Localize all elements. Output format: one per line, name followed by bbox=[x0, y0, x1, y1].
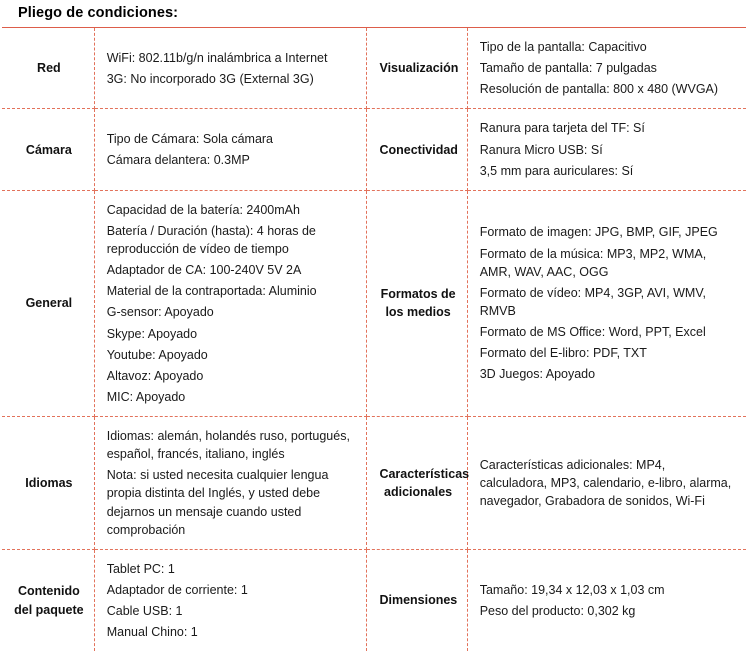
row-values-additional-features bbox=[467, 417, 746, 550]
table-row bbox=[2, 109, 746, 190]
list-item: Tamaño de pantalla: 7 pulgadas bbox=[480, 59, 736, 77]
specifications-table bbox=[2, 27, 746, 651]
list-item: 3G: No incorporado 3G (External 3G) bbox=[107, 70, 357, 88]
list-item: Altavoz: Apoyado bbox=[107, 367, 357, 385]
page-title: Pliego de condiciones: bbox=[0, 0, 748, 27]
list-item: Tamaño: 19,34 x 12,03 x 1,03 cm bbox=[480, 581, 736, 599]
list-item: Resolución de pantalla: 800 x 480 (WVGA) bbox=[480, 80, 736, 98]
list-item: Formato del E-libro: PDF, TXT bbox=[480, 344, 736, 362]
list-item: 3,5 mm para auriculares: Sí bbox=[480, 162, 736, 180]
list-item: Formato de MS Office: Word, PPT, Excel bbox=[480, 323, 736, 341]
list-item: Adaptador de corriente: 1 bbox=[107, 581, 357, 599]
row-label-camera: Cámara bbox=[2, 109, 94, 190]
list-item: Youtube: Apoyado bbox=[107, 346, 357, 364]
list-item: Características adicionales: MP4, calculadora, MP3, calendario, e-libro, alarma, navegador, Grabadora de sonidos, Wi-Fi bbox=[480, 456, 736, 510]
row-label-network: Red bbox=[2, 28, 94, 109]
row-label-connectivity: Conectividad bbox=[367, 109, 467, 190]
list-item: Cámara delantera: 0.3MP bbox=[107, 151, 357, 169]
list-item: Adaptador de CA: 100-240V 5V 2A bbox=[107, 261, 357, 279]
list-item: Formato de imagen: JPG, BMP, GIF, JPEG bbox=[480, 223, 736, 241]
list-item: Capacidad de la batería: 2400mAh bbox=[107, 201, 357, 219]
row-values-network bbox=[94, 28, 367, 109]
list-item: Material de la contraportada: Aluminio bbox=[107, 282, 357, 300]
specifications-table-body bbox=[2, 28, 746, 651]
table-row bbox=[2, 417, 746, 550]
list-item: Ranura para tarjeta del TF: Sí bbox=[480, 119, 736, 137]
list-item: Peso del producto: 0,302 kg bbox=[480, 602, 736, 620]
row-label-display: Visualización bbox=[367, 28, 467, 109]
list-item: Ranura Micro USB: Sí bbox=[480, 141, 736, 159]
list-item: Tablet PC: 1 bbox=[107, 560, 357, 578]
list-item: G-sensor: Apoyado bbox=[107, 303, 357, 321]
row-label-package-contents: Contenido del paquete bbox=[2, 549, 94, 651]
list-item: Nota: si usted necesita cualquier lengua propia distinta del Inglés, y usted debe dejarnos un mensaje cuando usted comprobación bbox=[107, 466, 357, 539]
row-values-package-contents bbox=[94, 549, 367, 651]
list-item: Formato de la música: MP3, MP2, WMA, AMR, WAV, AAC, OGG bbox=[480, 245, 736, 281]
row-values-dimensions bbox=[467, 549, 746, 651]
row-label-dimensions: Dimensiones bbox=[367, 549, 467, 651]
row-values-camera bbox=[94, 109, 367, 190]
list-item: 3D Juegos: Apoyado bbox=[480, 365, 736, 383]
table-row bbox=[2, 549, 746, 651]
table-row bbox=[2, 28, 746, 109]
list-item: Tipo de Cámara: Sola cámara bbox=[107, 130, 357, 148]
row-values-general bbox=[94, 190, 367, 416]
list-item: Formato de vídeo: MP4, 3GP, AVI, WMV, RMVB bbox=[480, 284, 736, 320]
list-item: Manual Chino: 1 bbox=[107, 623, 357, 641]
row-label-additional-features: Características adicionales bbox=[367, 417, 467, 550]
table-row bbox=[2, 190, 746, 416]
row-label-languages: Idiomas bbox=[2, 417, 94, 550]
row-values-languages bbox=[94, 417, 367, 550]
list-item: MIC: Apoyado bbox=[107, 388, 357, 406]
list-item: WiFi: 802.11b/g/n inalámbrica a Internet bbox=[107, 49, 357, 67]
list-item: Idiomas: alemán, holandés ruso, portugués, español, francés, italiano, inglés bbox=[107, 427, 357, 463]
list-item: Batería / Duración (hasta): 4 horas de reproducción de vídeo de tiempo bbox=[107, 222, 357, 258]
row-label-media-formats: Formatos de los medios bbox=[367, 190, 467, 416]
row-values-media-formats bbox=[467, 190, 746, 416]
row-values-display bbox=[467, 28, 746, 109]
list-item: Skype: Apoyado bbox=[107, 325, 357, 343]
row-label-general: General bbox=[2, 190, 94, 416]
row-values-connectivity bbox=[467, 109, 746, 190]
list-item: Tipo de la pantalla: Capacitivo bbox=[480, 38, 736, 56]
list-item: Cable USB: 1 bbox=[107, 602, 357, 620]
